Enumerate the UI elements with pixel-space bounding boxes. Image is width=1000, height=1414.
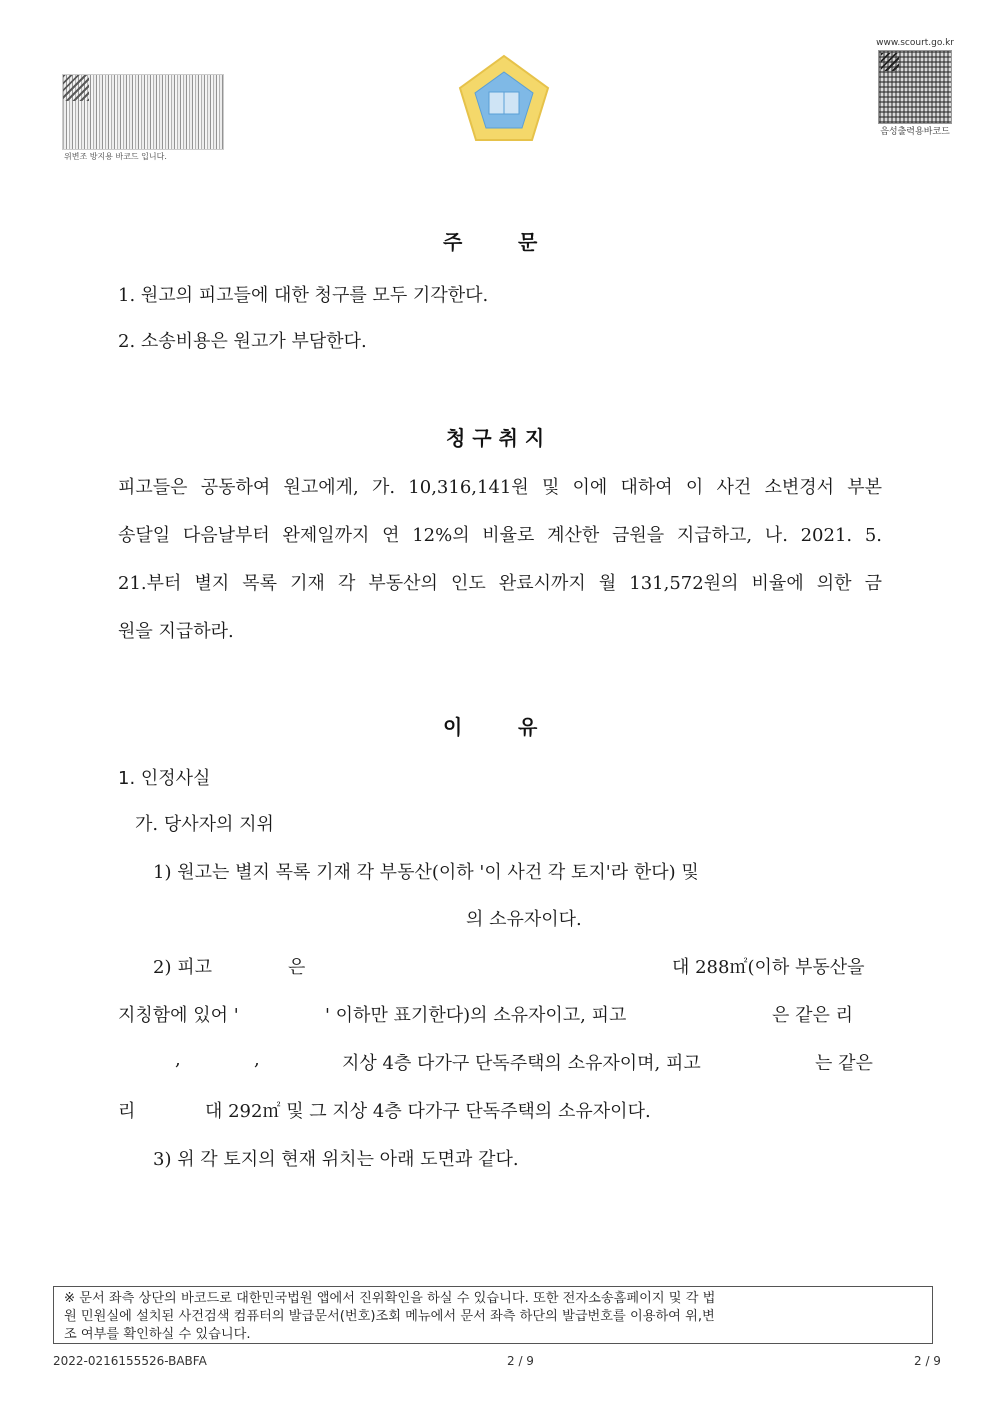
claim-heading: 청 구 취 지 bbox=[446, 426, 545, 450]
issue-number: 2022-0216155526-BABFA bbox=[53, 1354, 207, 1368]
reason-para-2-part-c: 대 288㎡(이하 부동산을 bbox=[672, 957, 865, 978]
reason-para-2-part-a: 2) 피고 bbox=[153, 957, 212, 978]
page-number-right: 2 / 9 bbox=[914, 1354, 941, 1368]
reason-para-2-line-3-a: , bbox=[175, 1049, 181, 1070]
claim-line-1: 피고들은 공동하여 원고에게, 가. 10,316,141원 및 이에 대하여 이 사건 소변경서 부본 bbox=[118, 477, 882, 498]
reason-para-3: 3) 위 각 토지의 현재 위치는 아래 도면과 같다. bbox=[153, 1149, 519, 1170]
reason-para-2-line-3-d: 는 같은 bbox=[815, 1053, 873, 1074]
reason-para-1-line-2: 의 소유자이다. bbox=[466, 909, 582, 930]
notice-line-3: 조 여부를 확인하실 수 있습니다. bbox=[64, 1327, 251, 1342]
reason-para-2-line-2-b: ' 이하만 표기한다)의 소유자이고, 피고 bbox=[325, 1005, 627, 1026]
reason-para-2-line-3-c: 지상 4층 다가구 단독주택의 소유자이며, 피고 bbox=[342, 1053, 701, 1074]
reason-para-2-line-2-c: 은 같은 리 bbox=[772, 1005, 853, 1026]
reason-sub-a: 가. 당사자의 지위 bbox=[135, 814, 274, 835]
qr-caption: 음성출력용바코드 bbox=[880, 127, 950, 137]
reason-para-2-line-2-a: 지칭함에 있어 ' bbox=[118, 1005, 239, 1026]
reason-title: 1. 인정사실 bbox=[118, 768, 211, 789]
reason-para-2-line-4-a: 리 bbox=[118, 1101, 136, 1122]
reason-para-2-line-3-b: , bbox=[254, 1049, 260, 1070]
verification-barcode bbox=[62, 74, 224, 150]
page-number-center: 2 / 9 bbox=[507, 1354, 534, 1368]
notice-line-1: ※ 문서 좌측 상단의 바코드로 대한민국법원 앱에서 진위확인을 하실 수 있습니다. 또한 전자소송홈페이지 및 각 법 bbox=[64, 1291, 716, 1306]
claim-line-4: 원을 지급하라. bbox=[118, 621, 234, 642]
claim-line-2: 송달일 다음날부터 완제일까지 연 12%의 비율로 계산한 금원을 지급하고, 나. 2021. 5. bbox=[118, 525, 882, 546]
voice-output-qr-code bbox=[878, 50, 952, 124]
reason-para-2-part-b: 은 bbox=[288, 957, 306, 978]
reason-heading: 이 유 bbox=[443, 715, 538, 739]
barcode-caption: 위변조 방지용 바코드 입니다. bbox=[64, 152, 167, 161]
judgment-item-2: 2. 소송비용은 원고가 부담한다. bbox=[118, 331, 367, 352]
claim-line-3: 21.부터 별지 목록 기재 각 부동산의 인도 완료시까지 월 131,572원의 비율에 의한 금 bbox=[118, 573, 882, 594]
court-emblem-icon bbox=[456, 52, 552, 144]
judgment-item-1: 1. 원고의 피고들에 대한 청구를 모두 기각한다. bbox=[118, 285, 489, 306]
reason-para-1-line-1: 1) 원고는 별지 목록 기재 각 부동산(이하 '이 사건 각 토지'라 한다) 및 bbox=[153, 862, 699, 883]
reason-para-2-line-4-b: 대 292㎡ 및 그 지상 4층 다가구 단독주택의 소유자이다. bbox=[205, 1101, 651, 1122]
notice-line-2: 원 민원실에 설치된 사건검색 컴퓨터의 발급문서(번호)조회 메뉴에서 문서 좌측 하단의 발급번호를 이용하여 위,변 bbox=[64, 1309, 715, 1324]
judgment-heading: 주 문 bbox=[443, 230, 538, 254]
court-website-url: www.scourt.go.kr bbox=[876, 38, 954, 48]
verification-notice-box bbox=[53, 1286, 933, 1344]
